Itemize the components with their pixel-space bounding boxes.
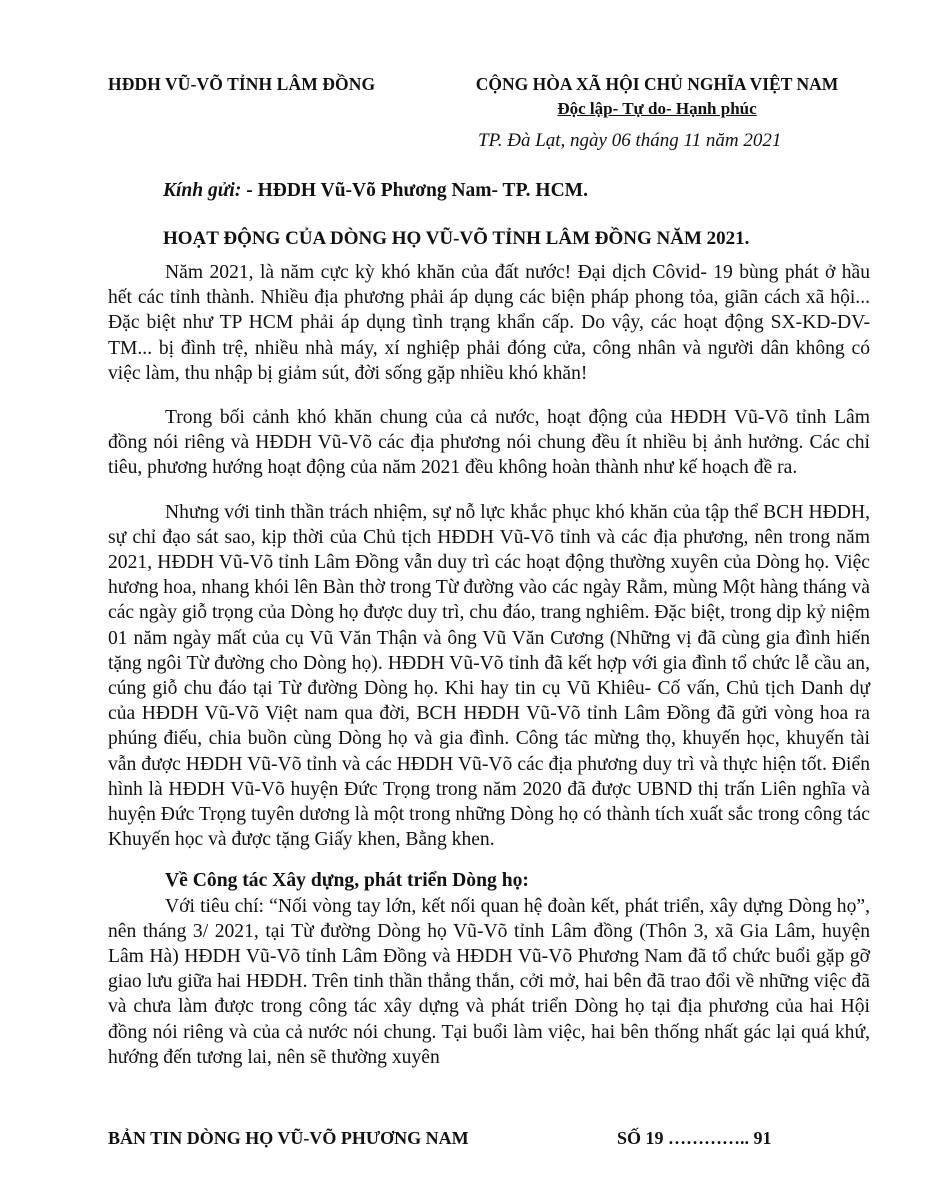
organization-header: HĐDH VŨ-VÕ TỈNH LÂM ĐỒNG bbox=[108, 74, 376, 94]
paragraph: Với tiêu chí: “Nối vòng tay lớn, kết nối quan hệ đoàn kết, phát triển, xây dựng Dòng họ”, nên tháng 3/ 2021, tại Từ đường Dòng họ Vũ-Võ tỉnh Lâm đồng (Thôn 3, xã Gia Lâm, huyện Lâm Hà) HĐDH Vũ-Võ tỉnh Lâm Đồng và HĐDH Vũ-Võ Phương Nam đã tổ chức buổi gặp gỡ giao lưu giữa hai HĐDH. Trên tinh thần thẳng thắn, cởi mở, hai bên đã trao đổi về những việc đã và chưa làm được trong công tác xây dựng và phát triển Dòng họ tại địa phương của hai Hội đồng nói riêng và của cả nước nói chung. Tại buổi làm việc, hai bên thống nhất gác lại quá khứ, hướng đến tương lai, nên sẽ thường xuyên bbox=[108, 895, 870, 1068]
republic-title: CỘNG HÒA XÃ HỘI CHỦ NGHĨA VIỆT NAM bbox=[475, 74, 839, 94]
document-title: HOẠT ĐỘNG CỦA DÒNG HỌ VŨ-VÕ TỈNH LÂM ĐỒNG NĂM 2021. bbox=[163, 228, 750, 249]
footer-publication: BẢN TIN DÒNG HỌ VŨ-VÕ PHƯƠNG NAM bbox=[108, 1128, 469, 1148]
recipient-value: - HĐDH Vũ-Võ Phương Nam- TP. HCM. bbox=[241, 180, 588, 201]
document-body bbox=[108, 260, 870, 1070]
section-heading: Về Công tác Xây dựng, phát triển Dòng họ: bbox=[165, 870, 529, 892]
date-line: TP. Đà Lạt, ngày 06 tháng 11 năm 2021 bbox=[478, 130, 782, 151]
paragraph: Nhưng với tinh thần trách nhiệm, sự nỗ lực khắc phục khó khăn của tập thể BCH HĐDH, sự chỉ đạo sát sao, kịp thời của Chủ tịch HĐDH Vũ-Võ tỉnh và các địa phương, nên trong năm 2021, HĐDH Vũ-Võ tỉnh Lâm Đồng vẫn duy trì các hoạt động thường xuyên của Dòng họ. Việc hương hoa, nhang khói lên Bàn thờ trong Từ đường vào các ngày Rằm, mùng Một hàng tháng và các ngày giỗ trọng của Dòng họ được duy trì, chu đáo, trang nghiêm. Đặc biệt, trong dịp kỷ niệm 01 năm ngày mất của cụ Vũ Văn Thận và ông Vũ Văn Cương (Những vị đã cùng gia đình hiến tặng ngôi Từ đường cho Dòng họ). HĐDH Vũ-Võ tỉnh đã kết hợp với gia đình tổ chức lễ cầu an, cúng giỗ chu đáo tại Từ đường Dòng họ. Khi hay tin cụ Vũ Khiêu- Cố vấn, Chủ tịch Danh dự của HĐDH Vũ-Võ Việt nam qua đời, BCH HĐDH Vũ-Võ tỉnh Lâm Đồng đã gửi vòng hoa ra phúng điếu, chia buồn cùng Dòng họ và gia đình. Công tác mừng thọ, khuyến học, khuyến tài vẫn được HĐDH Vũ-Võ tỉnh và các HĐDH Vũ-Võ các địa phương duy trì và thực hiện tốt. Điển hình là HĐDH Vũ-Võ huyện Đức Trọng trong năm 2020 đã được UBND thị trấn Liên nghĩa và huyện Đức Trọng tuyên dương là một trong những Dòng họ có thành tích xuất sắc trong công tác Khuyến học và được tặng Giấy khen, Bằng khen. bbox=[108, 501, 870, 851]
national-header bbox=[448, 74, 866, 119]
footer-issue: SỐ 19 ………….. 91 bbox=[617, 1128, 772, 1148]
recipient-line bbox=[163, 180, 588, 202]
recipient-label: Kính gửi: bbox=[163, 180, 242, 201]
paragraph: Trong bối cảnh khó khăn chung của cả nước, hoạt động của HĐDH Vũ-Võ tỉnh Lâm đồng nói riêng và HĐDH Vũ-Võ các địa phương nói chung đều ít nhiều bị ảnh hưởng. Các chỉ tiêu, phương hướng hoạt động của năm 2021 đều không hoàn thành như kế hoạch đề ra. bbox=[108, 407, 870, 479]
national-motto: Độc lập- Tự do- Hạnh phúc bbox=[557, 99, 757, 118]
paragraph: Năm 2021, là năm cực kỳ khó khăn của đất nước! Đại dịch Côvid- 19 bùng phát ở hầu hết các tỉnh thành. Nhiều địa phương phải áp dụng các biện pháp phong tỏa, giãn cách xã hội... Đặc biệt như TP HCM phải áp dụng tình trạng khẩn cấp. Do vậy, các hoạt động SX-KD-DV-TM... bị đình trệ, nhiều nhà máy, xí nghiệp phải đóng cửa, công nhân và người dân không có việc làm, thu nhập bị giảm sút, đời sống gặp nhiều khó khăn! bbox=[108, 262, 870, 384]
